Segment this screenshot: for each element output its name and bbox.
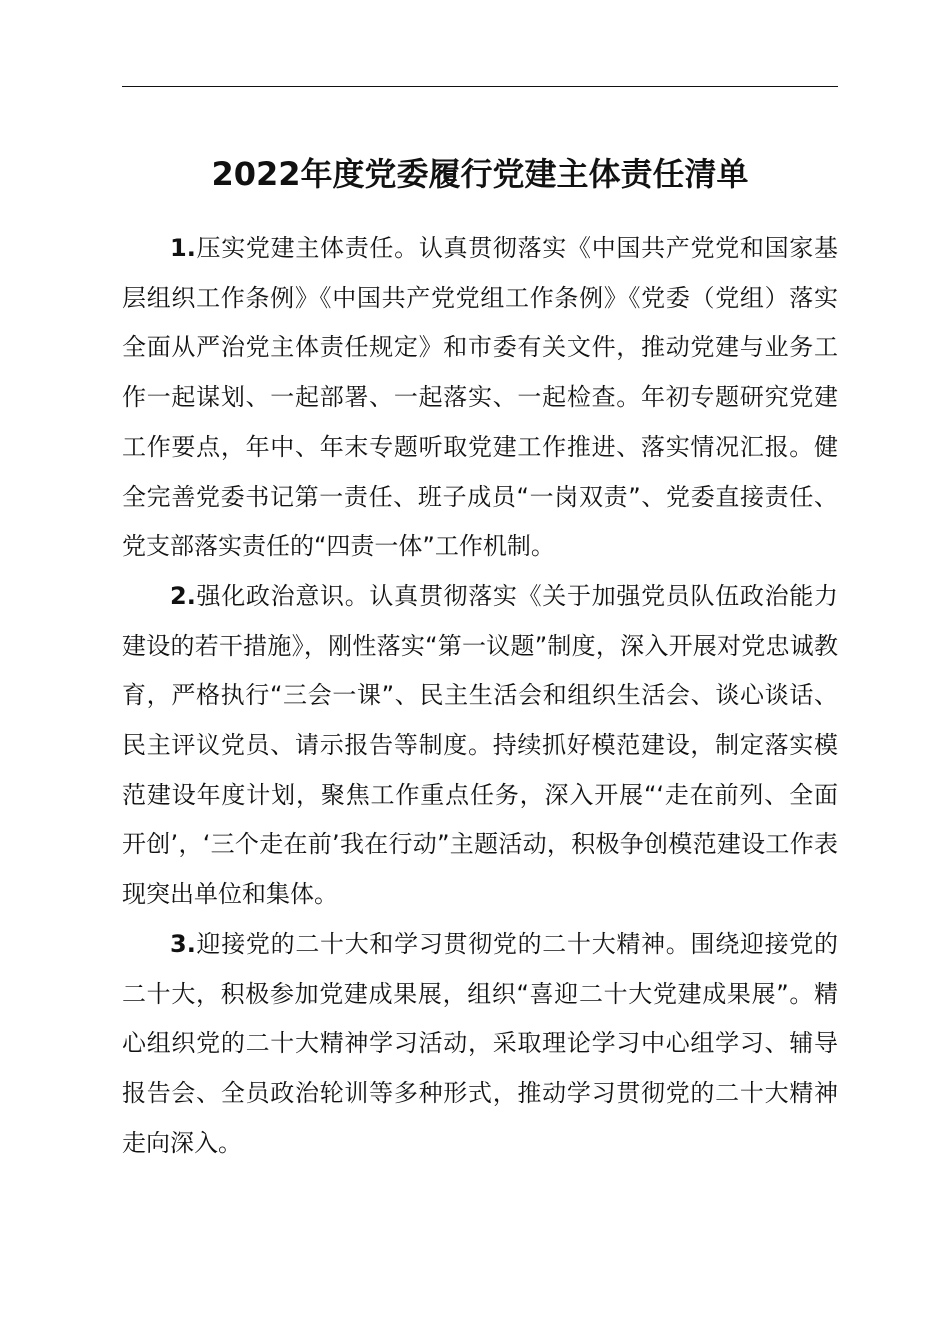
- paragraph-text: 强化政治意识。认真贯彻落实《关于加强党员队伍政治能力建设的若干措施》，刚性落实“第一议题”制度，深入开展对党忠诚教育，严格执行“三会一课”、民主生活会和组织生活会、谈心谈话、民主评议党员、请示报告等制度。持续抓好模范建设，制定落实模范建设年度计划，聚焦工作重点任务，深入开展“‘走在前列、全面开创’，‘三个走在前’我在行动”主题活动，积极争创模范建设工作表现突出单位和集体。: [122, 581, 838, 909]
- paragraph-number: 2.: [170, 581, 196, 610]
- paragraph-number: 1.: [170, 234, 196, 262]
- paragraph-number: 3.: [170, 929, 196, 958]
- paragraph-1: [122, 224, 838, 572]
- header-rule: [122, 86, 838, 87]
- paragraph-text: 迎接党的二十大和学习贯彻党的二十大精神。围绕迎接党的二十大，积极参加党建成果展，组织“喜迎二十大党建成果展”。精心组织党的二十大精神学习活动，采取理论学习中心组学习、辅导报告会、全员政治轮训等多种形式，推动学习贯彻党的二十大精神走向深入。: [122, 929, 838, 1157]
- paragraph-3: [122, 920, 838, 1169]
- document-body: [122, 224, 838, 1168]
- document-title: 2022年度党委履行党建主体责任清单: [211, 155, 749, 193]
- paragraph-2: [122, 572, 838, 920]
- paragraph-text: 压实党建主体责任。认真贯彻落实《中国共产党党和国家基层组织工作条例》《中国共产党党组工作条例》《党委（党组）落实全面从严治党主体责任规定》和市委有关文件，推动党建与业务工作一起谋划、一起部署、一起落实、一起检查。年初专题研究党建工作要点，年中、年末专题听取党建工作推进、落实情况汇报。健全完善党委书记第一责任、班子成员“一岗双责”、党委直接责任、党支部落实责任的“四责一体”工作机制。: [122, 234, 838, 561]
